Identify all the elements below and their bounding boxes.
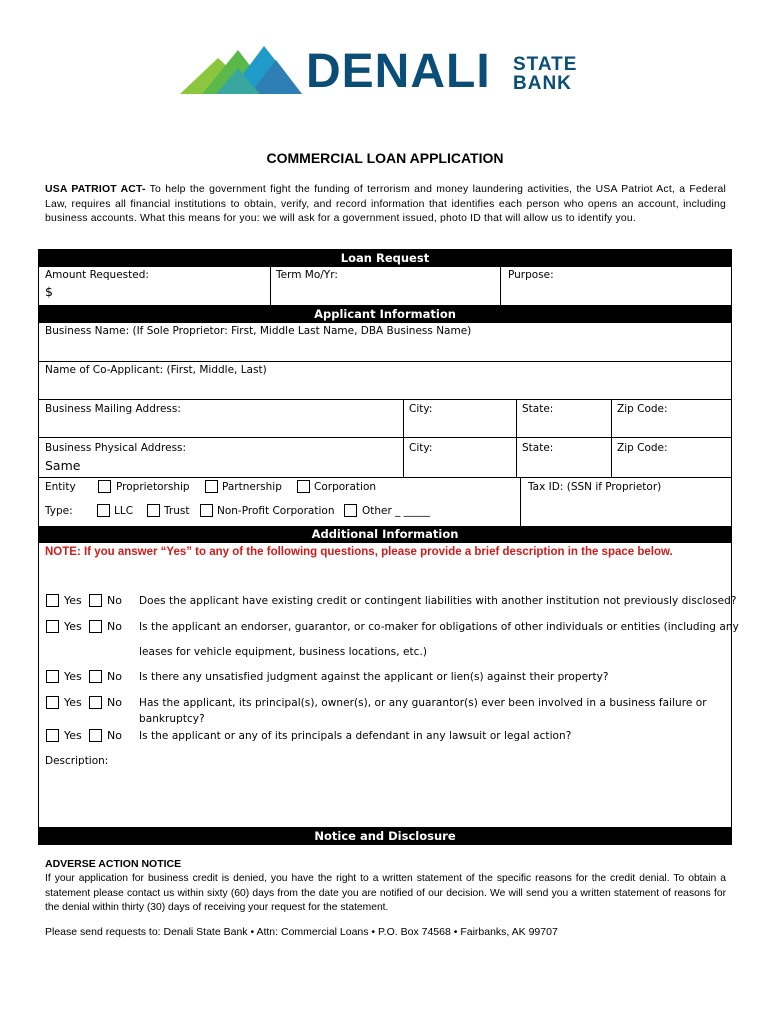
patriot-act-notice — [45, 183, 726, 227]
mailing-city-label: City: — [409, 403, 433, 415]
q5-no-checkbox[interactable] — [89, 729, 102, 742]
yes-answer-note: NOTE: If you answer “Yes” to any of the following questions, please provide a brief description in the space below. — [45, 546, 673, 558]
divider — [38, 399, 732, 400]
question-3: Is there any unsatisfied judgment against the applicant or lien(s) against their property? — [139, 671, 609, 683]
trust-checkbox[interactable] — [147, 504, 160, 517]
amount-input[interactable]: $ — [45, 284, 53, 299]
bank-name-bank: BANK — [513, 73, 572, 94]
question-4: Has the applicant, its principal(s), owner(s), or any guarantor(s) ever been involved in a business failure or — [139, 697, 707, 709]
q4-no-checkbox[interactable] — [89, 696, 102, 709]
mailing-address-label: Business Mailing Address: — [45, 403, 181, 415]
bank-name-state: STATE — [513, 54, 578, 75]
question-2-cont: leases for vehicle equipment, business locations, etc.) — [139, 646, 427, 658]
applicant-info-header: Applicant Information — [38, 305, 732, 323]
question-4-cont: bankruptcy? — [139, 713, 205, 725]
physical-address-label: Business Physical Address: — [45, 442, 187, 454]
question-1: Does the applicant have existing credit or contingent liabilities with another institution not previously disclosed? — [139, 595, 737, 607]
yes-label: Yes — [64, 696, 82, 709]
description-label: Description: — [45, 755, 109, 767]
trust-label: Trust — [164, 505, 190, 517]
bank-name: DENALI — [306, 45, 491, 98]
partnership-checkbox[interactable] — [205, 480, 218, 493]
no-label: No — [107, 729, 122, 742]
patriot-act-text: To help the government fight the funding of terrorism and money laundering activities, the USA Patriot Act, a Federal Law, requires all financial institutions to obtain, verify, and record information that identifies each person who opens an account, including business accounts. What this means for you: we will ask for a government issued, photo ID that will allow us to identify you. — [45, 184, 726, 224]
divider — [38, 361, 732, 362]
physical-state-label: State: — [522, 442, 554, 454]
physical-city-label: City: — [409, 442, 433, 454]
adverse-action-heading: ADVERSE ACTION NOTICE — [45, 858, 182, 870]
q3-no-checkbox[interactable] — [89, 670, 102, 683]
physical-zip-label: Zip Code: — [617, 442, 668, 454]
q2-yes-checkbox[interactable] — [46, 620, 59, 633]
send-requests-text: Please send requests to: Denali State Bank • Attn: Commercial Loans • P.O. Box 74568 • Fairbanks, AK 99707 — [45, 926, 558, 938]
no-label: No — [107, 620, 122, 633]
divider — [516, 399, 517, 477]
divider — [270, 267, 271, 305]
loan-request-header: Loan Request — [38, 249, 732, 267]
q1-no-checkbox[interactable] — [89, 594, 102, 607]
tax-id-label: Tax ID: (SSN if Proprietor) — [528, 481, 662, 493]
divider — [611, 399, 612, 477]
purpose-label: Purpose: — [508, 269, 554, 281]
mailing-state-label: State: — [522, 403, 554, 415]
question-2: Is the applicant an endorser, guarantor, or co-maker for obligations of other individuals or entities (including any — [139, 621, 739, 633]
amount-label: Amount Requested: — [45, 269, 149, 281]
business-name-label: Business Name: (If Sole Proprietor: First, Middle Last Name, DBA Business Name) — [45, 325, 472, 337]
other-label: Other _ _____ — [362, 505, 430, 517]
yes-label: Yes — [64, 620, 82, 633]
physical-address-input[interactable]: Same — [45, 458, 81, 473]
llc-checkbox[interactable] — [97, 504, 110, 517]
bank-name-sub — [513, 55, 577, 93]
term-label: Term Mo/Yr: — [276, 269, 338, 281]
no-label: No — [107, 594, 122, 607]
corporation-label: Corporation — [314, 481, 377, 493]
notice-disclosure-header: Notice and Disclosure — [38, 827, 732, 845]
adverse-action-text: If your application for business credit is denied, you have the right to a written statement of the specific reasons for the credit denial. To obtain a statement please contact us within sixty (60) days from the date you are notified of our decision. We will send you a written statement of reasons for the denial within thirty (30) days of receiving your request for the statement. — [45, 873, 726, 913]
non-profit-label: Non-Profit Corporation — [217, 505, 335, 517]
no-label: No — [107, 696, 122, 709]
corporation-checkbox[interactable] — [297, 480, 310, 493]
entity-label: Entity — [45, 481, 76, 493]
bank-logo — [180, 44, 600, 100]
yes-label: Yes — [64, 594, 82, 607]
yes-label: Yes — [64, 729, 82, 742]
q3-yes-checkbox[interactable] — [46, 670, 59, 683]
co-applicant-label: Name of Co-Applicant: (First, Middle, Last) — [45, 364, 267, 376]
non-profit-checkbox[interactable] — [200, 504, 213, 517]
q1-yes-checkbox[interactable] — [46, 594, 59, 607]
question-5: Is the applicant or any of its principals a defendant in any lawsuit or legal action? — [139, 730, 572, 742]
divider — [403, 399, 404, 477]
q2-no-checkbox[interactable] — [89, 620, 102, 633]
mailing-zip-label: Zip Code: — [617, 403, 668, 415]
no-label: No — [107, 670, 122, 683]
q4-yes-checkbox[interactable] — [46, 696, 59, 709]
divider — [38, 477, 732, 478]
llc-label: LLC — [114, 505, 134, 517]
partnership-label: Partnership — [222, 481, 282, 493]
yes-label: Yes — [64, 670, 82, 683]
mountain-logo-icon — [180, 44, 306, 96]
patriot-act-heading: USA PATRIOT ACT- — [45, 184, 146, 195]
type-label: Type: — [45, 505, 73, 517]
divider — [38, 437, 732, 438]
divider — [500, 267, 501, 305]
q5-yes-checkbox[interactable] — [46, 729, 59, 742]
proprietorship-label: Proprietorship — [116, 481, 190, 493]
page-title: COMMERCIAL LOAN APPLICATION — [266, 150, 504, 166]
additional-info-header: Additional Information — [38, 526, 732, 543]
proprietorship-checkbox[interactable] — [98, 480, 111, 493]
divider — [520, 477, 521, 526]
other-checkbox[interactable] — [344, 504, 357, 517]
